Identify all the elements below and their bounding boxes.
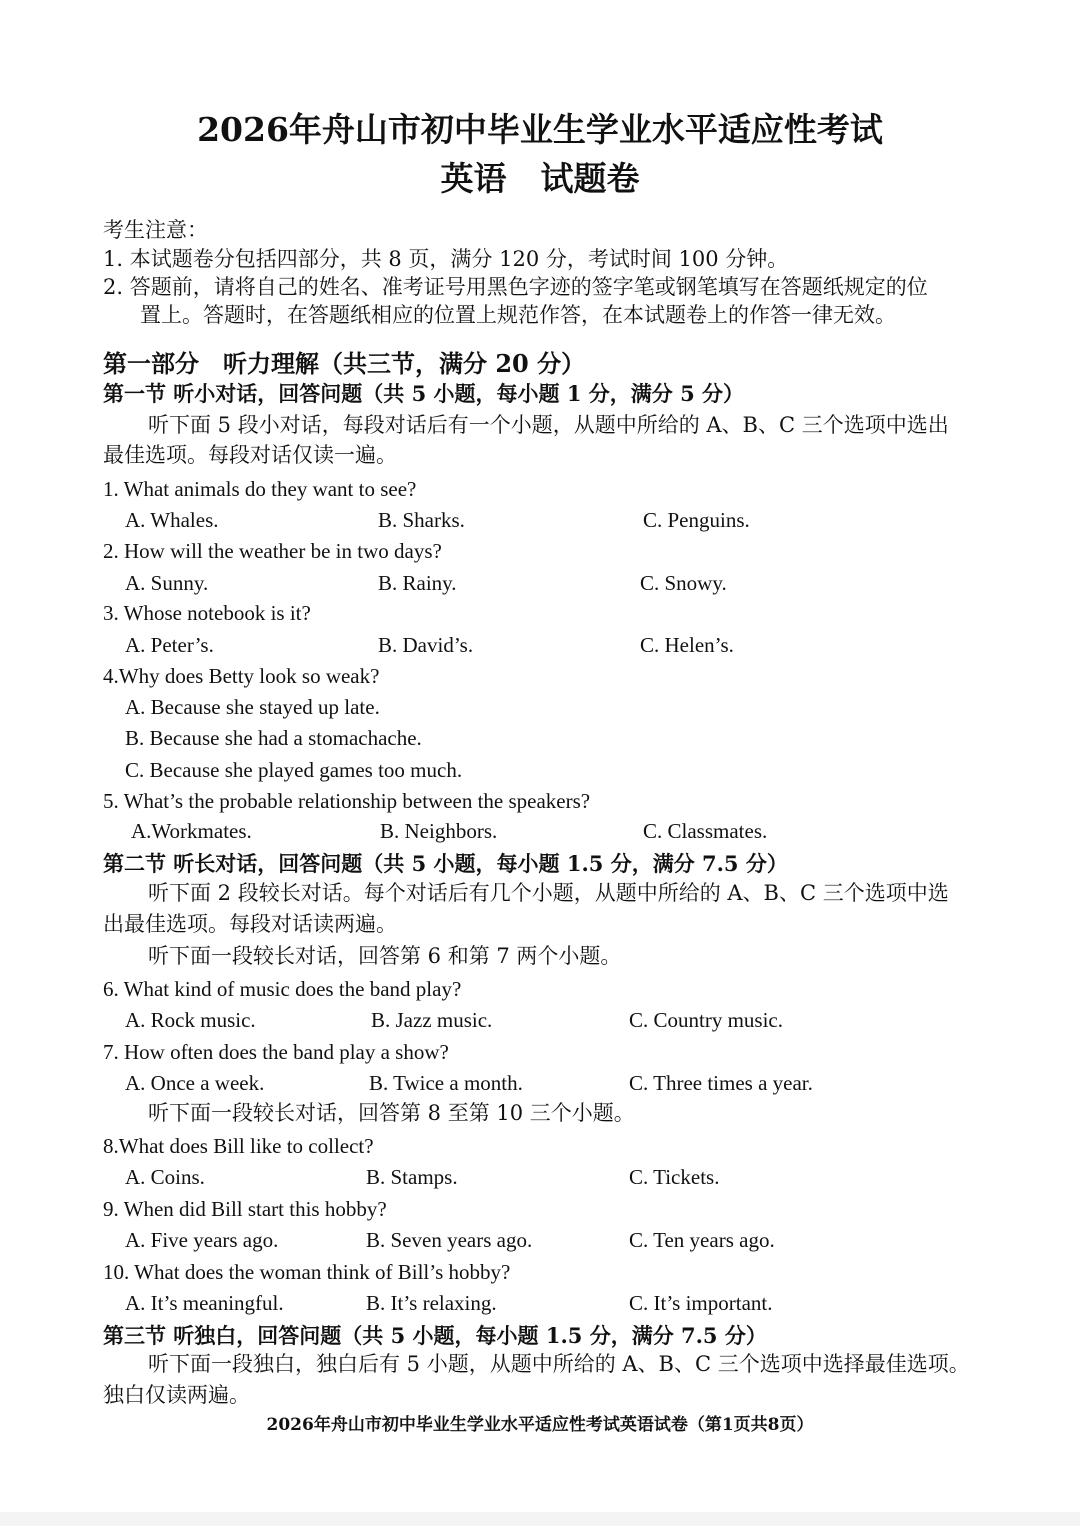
section1-heading: 第一节 听小对话，回答问题（共 5 小题，每小题 1 分，满分 5 分） [103,381,745,406]
q5-option-b: B. Neighbors. [380,819,498,843]
q7-option-a: A. Once a week. [125,1071,265,1095]
notice-item-2-cont: 置上。答题时，在答题纸相应的位置上规范作答，在本试题卷上的作答一律无效。 [140,303,896,327]
section1-instructions-cont: 最佳选项。每段对话仅读一遍。 [103,443,397,467]
section1-instructions: 听下面 5 段小对话，每段对话后有一个小题，从题中所给的 A、B、C 三个选项中选出 [148,413,949,437]
exam-title: 2026年舟山市初中毕业生学业水平适应性考试 [197,110,883,149]
notice-item-1: 1. 本试题卷分包括四部分，共 8 页，满分 120 分，考试时间 100 分钟。 [103,247,789,271]
q6-option-c: C. Country music. [629,1008,784,1032]
q8-option-a: A. Coins. [125,1165,205,1189]
q6-option-b: B. Jazz music. [371,1008,493,1032]
question-2: 2. How will the weather be in two days? [103,539,442,563]
paper-type-label: 试题卷 [540,159,640,198]
q2-option-a: A. Sunny. [125,571,209,595]
q1-option-b: B. Sharks. [378,508,465,532]
q10-option-c: C. It’s important. [629,1291,773,1315]
notice-item-2: 2. 答题前，请将自己的姓名、准考证号用黑色字迹的签字笔或钢笔填写在答题纸规定的位 [103,275,928,299]
section3-instructions-cont: 独白仅读两遍。 [103,1383,250,1407]
q5-option-c: C. Classmates. [643,819,768,843]
notice-heading: 考生注意： [103,218,208,242]
q3-option-a: A. Peter’s. [125,633,214,657]
section3-instructions: 听下面一段独白，独白后有 5 小题，从题中所给的 A、B、C 三个选项中选择最佳选项。 [148,1352,970,1376]
dialog1-note: 听下面一段较长对话，回答第 6 和第 7 两个小题。 [148,944,622,968]
q7-option-c: C. Three times a year. [629,1071,813,1095]
q10-option-a: A. It’s meaningful. [125,1291,284,1315]
q10-option-b: B. It’s relaxing. [366,1291,497,1315]
section2-heading: 第二节 听长对话，回答问题（共 5 小题，每小题 1.5 分，满分 7.5 分） [103,851,788,876]
part1-heading: 第一部分 听力理解（共三节，满分 20 分） [103,349,586,378]
section2-instructions: 听下面 2 段较长对话。每个对话后有几个小题，从题中所给的 A、B、C 三个选项中选 [148,881,949,905]
page-bottom-edge [0,1512,1080,1526]
question-8: 8.What does Bill like to collect? [103,1134,374,1158]
question-4: 4.Why does Betty look so weak? [103,664,380,688]
q4-option-c: C. Because she played games too much. [125,758,463,782]
q2-option-b: B. Rainy. [378,571,457,595]
q5-option-a: A.Workmates. [131,819,252,843]
q2-option-c: C. Snowy. [640,571,727,595]
section3-heading: 第三节 听独白，回答问题（共 5 小题，每小题 1.5 分，满分 7.5 分） [103,1323,767,1348]
q6-option-a: A. Rock music. [125,1008,256,1032]
q9-option-b: B. Seven years ago. [366,1228,533,1252]
q8-option-c: C. Tickets. [629,1165,720,1189]
q8-option-b: B. Stamps. [366,1165,458,1189]
q1-option-a: A. Whales. [125,508,219,532]
question-9: 9. When did Bill start this hobby? [103,1197,387,1221]
q4-option-b: B. Because she had a stomachache. [125,726,422,750]
q3-option-c: C. Helen’s. [640,633,734,657]
q3-option-b: B. David’s. [378,633,474,657]
page-footer: 2026年舟山市初中毕业生学业水平适应性考试英语试卷（第1页共8页） [266,1415,814,1435]
q7-option-b: B. Twice a month. [369,1071,523,1095]
question-1: 1. What animals do they want to see? [103,477,417,501]
dialog2-note: 听下面一段较长对话，回答第 8 至第 10 三个小题。 [148,1101,635,1125]
question-10: 10. What does the woman think of Bill’s hobby? [103,1260,511,1284]
q9-option-a: A. Five years ago. [125,1228,279,1252]
question-5: 5. What’s the probable relationship between the speakers? [103,789,591,813]
question-3: 3. Whose notebook is it? [103,601,311,625]
question-6: 6. What kind of music does the band play? [103,977,462,1001]
section2-instructions-cont: 出最佳选项。每段对话读两遍。 [103,912,397,936]
q4-option-a: A. Because she stayed up late. [125,695,380,719]
q1-option-c: C. Penguins. [643,508,750,532]
question-7: 7. How often does the band play a show? [103,1040,449,1064]
subject-label: 英语 [440,159,507,198]
q9-option-c: C. Ten years ago. [629,1228,775,1252]
exam-subtitle [0,153,1080,200]
